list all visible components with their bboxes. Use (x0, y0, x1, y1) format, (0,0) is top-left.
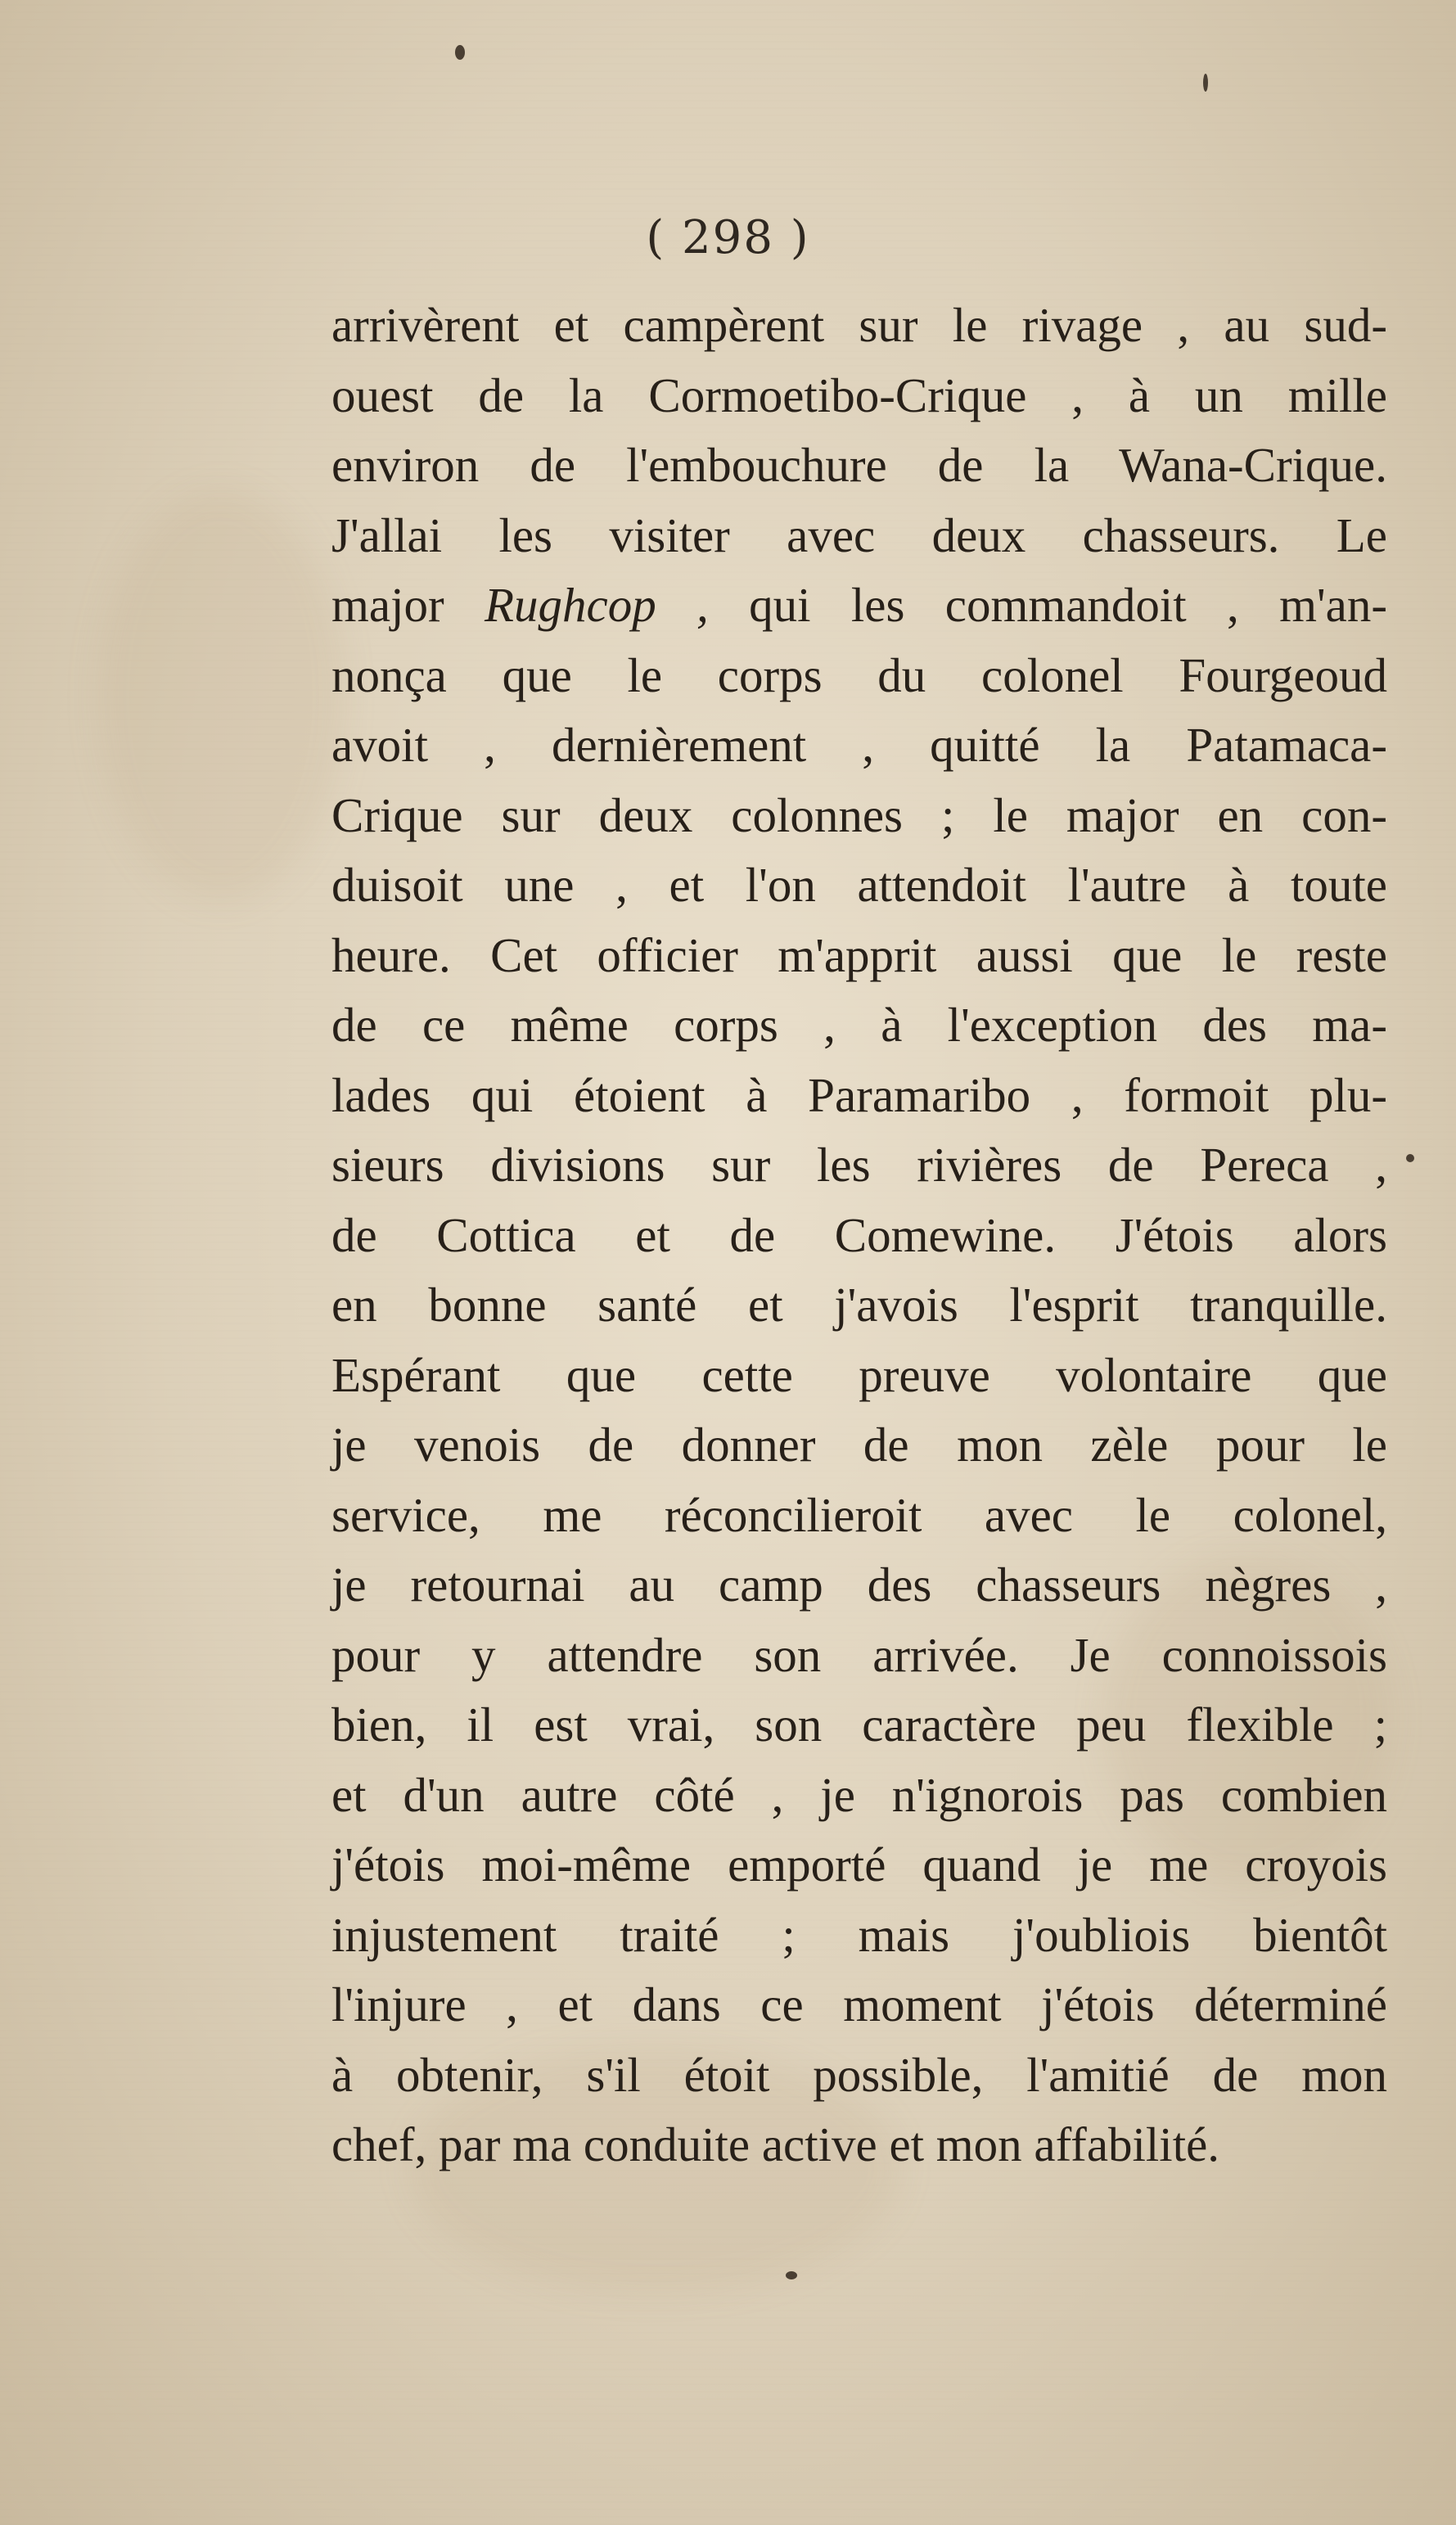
line-text: J'allai les visiter avec deux chasseurs. Le (331, 507, 1387, 562)
text-line (331, 1550, 1387, 1621)
text-line (331, 2110, 1387, 2180)
line-text: je retournai au camp des chasseurs nègres , (331, 1558, 1387, 1612)
line-text: major (331, 578, 485, 632)
text-line (331, 710, 1387, 781)
text-line (331, 1761, 1387, 1831)
text-line (331, 1270, 1387, 1341)
line-text: qui les commandoit , m'an- (708, 578, 1387, 632)
paper-stain (98, 491, 344, 900)
line-text: avoit , dernièrement , quitté la Patamaca- (331, 718, 1387, 772)
text-line (331, 2040, 1387, 2111)
ink-speck (1406, 1154, 1414, 1162)
text-line (331, 641, 1387, 711)
text-line (331, 361, 1387, 431)
line-text: et d'un autre côté , je n'ignorois pas combien (331, 1767, 1387, 1822)
text-line (331, 570, 1387, 641)
text-line (331, 501, 1387, 571)
text-line (331, 1690, 1387, 1761)
line-text: nonça que le corps du colonel Fourgeoud (331, 647, 1387, 702)
text-line (331, 1410, 1387, 1481)
line-text: sieurs divisions sur les rivières de Pereca , (331, 1138, 1387, 1192)
line-text: lades qui étoient à Paramaribo , formoit plu- (331, 1067, 1387, 1122)
line-text: ouest de la Cormoetibo-Crique , à un mille (331, 367, 1387, 422)
text-line (331, 1341, 1387, 1411)
body-text (331, 291, 1387, 2180)
page-number: ( 298 ) (646, 211, 810, 264)
ink-speck (455, 45, 465, 60)
text-line (331, 1901, 1387, 1971)
text-line (331, 1130, 1387, 1201)
line-text: duisoit une , et l'on attendoit l'autre à toute (331, 858, 1387, 912)
text-line (331, 1830, 1387, 1901)
text-line (331, 1621, 1387, 1691)
line-text: arrivèrent et campèrent sur le rivage , au sud- (331, 298, 1387, 352)
text-line (331, 1201, 1387, 1271)
line-text: je venois de donner de mon zèle pour le (331, 1418, 1387, 1472)
line-text: heure. Cet officier m'apprit aussi que le reste (331, 927, 1387, 982)
line-text: chef, par ma conduite active et mon affabilité. (331, 2117, 1220, 2171)
text-line (331, 291, 1387, 361)
line-text: en bonne santé et j'avois l'esprit tranquille. (331, 1278, 1387, 1332)
text-line (331, 1061, 1387, 1131)
line-text: service, me réconcilieroit avec le colonel, (331, 1487, 1387, 1542)
line-text: à obtenir, s'il étoit possible, l'amitié de mon (331, 2047, 1387, 2102)
line-text: environ de l'embouchure de la Wana-Crique. (331, 438, 1387, 492)
text-line (331, 850, 1387, 921)
text-line (331, 781, 1387, 851)
line-text: pour y attendre son arrivée. Je connoissois (331, 1627, 1387, 1682)
text-line (331, 431, 1387, 501)
line-text: de ce même corps , à l'exception des ma- (331, 998, 1387, 1052)
ink-speck (1203, 74, 1208, 92)
line-text: injustement traité ; mais j'oubliois bientôt (331, 1907, 1387, 1962)
text-line (331, 1481, 1387, 1551)
italic-name: Rughcop , (484, 578, 709, 632)
ink-speck (786, 2271, 797, 2279)
line-text: bien, il est vrai, son caractère peu flexible ; (331, 1698, 1387, 1752)
line-text: Espérant que cette preuve volontaire que (331, 1347, 1387, 1402)
line-text: Crique sur deux colonnes ; le major en con- (331, 787, 1387, 842)
text-line (331, 921, 1387, 991)
line-text: j'étois moi-même emporté quand je me croyois (331, 1837, 1387, 1891)
line-text: de Cottica et de Comewine. J'étois alors (331, 1207, 1387, 1262)
text-line (331, 1970, 1387, 2040)
text-line (331, 990, 1387, 1061)
line-text: l'injure , et dans ce moment j'étois déterminé (331, 1977, 1387, 2031)
